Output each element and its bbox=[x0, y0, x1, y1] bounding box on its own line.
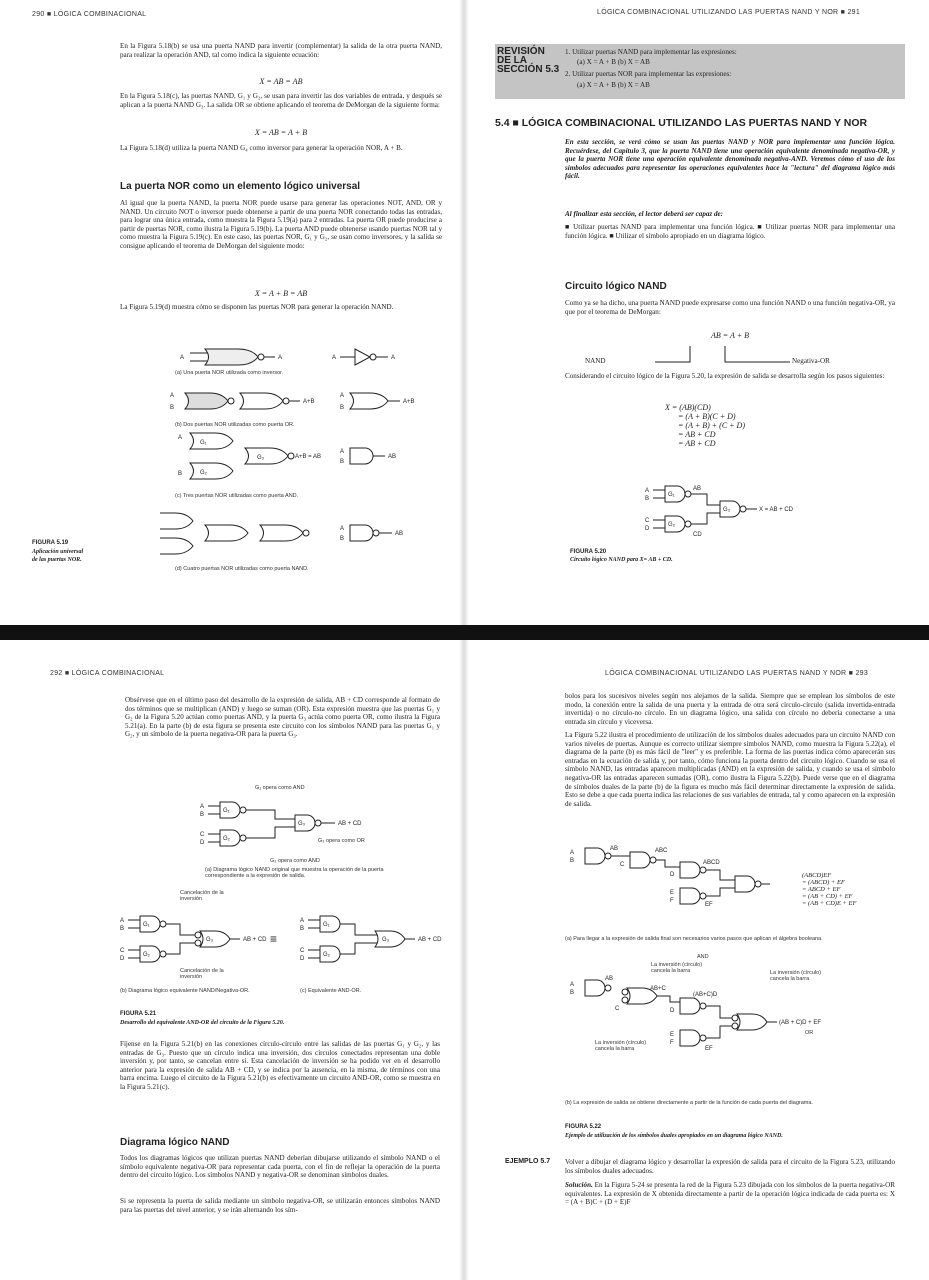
svg-text:A: A bbox=[120, 918, 125, 924]
svg-text:A+B: A+B bbox=[403, 399, 415, 405]
example-label: EJEMPLO 5.7 bbox=[505, 1158, 551, 1165]
svg-text:G₂: G₂ bbox=[223, 836, 230, 842]
svg-text:G₂: G₂ bbox=[143, 952, 150, 958]
inversion-cancel-note: La inversión (círculo) cancela la barra bbox=[770, 970, 822, 982]
gate-function-label: OR bbox=[805, 1030, 814, 1036]
svg-text:D: D bbox=[670, 872, 675, 878]
svg-text:G₁: G₁ bbox=[143, 922, 150, 928]
page-number: 291 bbox=[847, 9, 861, 16]
inversion-cancel-note: La inversión (círculo) cancela la barra bbox=[595, 1040, 647, 1052]
svg-text:X = AB + CD: X = AB + CD bbox=[759, 507, 794, 513]
negative-or-label: Negativa-OR bbox=[792, 357, 830, 365]
svg-text:C: C bbox=[200, 832, 205, 838]
svg-text:E: E bbox=[670, 890, 675, 896]
figure-label: FIGURA 5.20 bbox=[570, 549, 607, 555]
svg-text:AB: AB bbox=[605, 976, 614, 982]
output-expression-steps: (ABCD)EF = (ABCD) + EF = ABCD + EF = (AB + CD) + EF = (AB + CD)E + EF bbox=[802, 872, 857, 907]
body-paragraph: La Figura 5.19(d) muestra cómo se disponen las puertas NOR para generar la operación NAND. bbox=[120, 303, 394, 311]
svg-text:B: B bbox=[170, 405, 175, 411]
page-number: 293 bbox=[855, 670, 869, 677]
svg-text:A: A bbox=[278, 355, 283, 361]
svg-text:B: B bbox=[120, 926, 125, 932]
inversion-cancel-note: Cancelación de la inversión bbox=[180, 890, 224, 902]
derivation-steps: X = (AB)(CD) = (A + B)(C + D) = (A + B) + (C + D) = AB + CD = AB + CD bbox=[665, 403, 745, 448]
gate-annotation: G₁ opera como AND bbox=[255, 785, 305, 791]
svg-text:D: D bbox=[300, 956, 305, 962]
running-title: LÓGICA COMBINACIONAL bbox=[53, 11, 147, 18]
body-paragraph: La Figura 5.22 ilustra el procedimiento de utilización de los símbolos duales adecuados para un circuito NAND con varios niveles de puertas. Aunque es correcto utilizar siempre símbolos NAND, como muestra la Figura 5.22(a), el diagrama de la parte (b) es más fácil de "leer" y es preferible. La forma de las puertas indica cómo aparecerán sus entradas en la ecuación de salida y, por tanto, cómo funciona la puerta dentro del circuito lógico. Cuando se usa el símbolo NAND, las entradas aparecen multiplicadas (AND) en la expresión de salida, y cuando se usa el símbolo negativa-OR las entradas aparecen sumadas (OR), como ilustra la Figura 5.22(b). Puede verse que en el diagrama de símbolos duales de la parte (b) de la figura es mucho más fácil determinar directamente la expresión de salida. Esto se debe a que cada puerta indica las relaciones de sus variables de entrada, tal y como aparecen en la expresión de salida. bbox=[565, 731, 895, 808]
subsection-heading: Circuito lógico NAND bbox=[565, 281, 667, 292]
svg-text:AB: AB bbox=[395, 531, 404, 537]
section-heading: 5.4 ■ LÓGICA COMBINACIONAL UTILIZANDO LAS PUERTAS NAND Y NOR bbox=[495, 117, 868, 129]
svg-text:D: D bbox=[645, 526, 650, 532]
svg-text:A: A bbox=[332, 355, 337, 361]
page-293 bbox=[465, 640, 929, 1280]
svg-text:B: B bbox=[570, 990, 575, 996]
svg-text:≡: ≡ bbox=[270, 932, 278, 946]
body-paragraph: Fíjense en la Figura 5.21(b) en las conexiones círculo-círculo entre las salidas de las puertas G₁ y G₂, y las entradas de G₃. Puesto que un círculo indica una inversión, dos círculos conectados representan una doble inversión y, por tanto, se cancelan entre sí. Esta cancelación de inversión se ha podido ver en el desarrollo anterior para la expresión de salida AB + CD, y se indica por la ausencia, en la misma, de términos con una barra encima. Luego el circuito de la Figura 5.21(b) es efectivamente un circuito AND-OR, como se muestra en la Figura 5.21(c). bbox=[120, 1040, 440, 1091]
svg-text:B: B bbox=[570, 858, 575, 864]
svg-text:AB: AB bbox=[693, 486, 702, 492]
svg-text:EF: EF bbox=[705, 1046, 713, 1052]
figure-subtitle: Ejemplo de utilización de los símbolos duales apropiados en un diagrama lógico NAND. bbox=[565, 1133, 783, 1139]
page-header: LÓGICA COMBINACIONAL UTILIZANDO LAS PUERTAS NAND Y NOR ■ 293 bbox=[605, 670, 869, 677]
demorgan-equation: AB = A + B bbox=[710, 331, 750, 340]
svg-text:B: B bbox=[200, 812, 205, 818]
figure-subtitle: Circuito lógico NAND para X= AB + CD. bbox=[570, 557, 673, 563]
section-heading: La puerta NOR como un elemento lógico universal bbox=[120, 181, 361, 192]
body-paragraph: bolos para los sucesivos niveles según nos alejamos de la salida. Siempre que se emplean los símbolos de este modo, la conexión entre la salida de una puerta y la entrada de otra será círculo-círculo (salida invertida-entrada invertida) o no círculo-no círculo. En un diagrama lógico, una salida con círculo no debería conectarse a una entrada sin círculo y viceversa. bbox=[565, 692, 895, 726]
svg-text:A: A bbox=[645, 488, 650, 494]
svg-text:C: C bbox=[620, 862, 625, 868]
body-paragraph: En la Figura 5.18(c), las puertas NAND, G₁ y G₂, se usan para invertir las dos variables de entrada, y después se aplican a la puerta NAND G₃. La salida OR se obtiene aplicando el teorema de DeMorgan de la siguiente forma: bbox=[120, 92, 442, 109]
page-number: 292 bbox=[50, 670, 63, 677]
svg-text:G₂: G₂ bbox=[668, 522, 675, 528]
svg-text:C: C bbox=[645, 518, 650, 524]
figure-label: FIGURA 5.21 bbox=[120, 1011, 157, 1017]
svg-text:G₁: G₁ bbox=[323, 922, 330, 928]
svg-text:G₂: G₂ bbox=[200, 470, 207, 476]
gate-annotation: G₃ opera como OR bbox=[318, 838, 365, 844]
svg-text:CD: CD bbox=[693, 532, 702, 538]
bottom-spread bbox=[0, 640, 929, 1280]
page-291 bbox=[465, 0, 929, 625]
review-title: REVISIÓN DE LA SECCIÓN 5.3 bbox=[497, 46, 560, 75]
figure-5-22a-diagram bbox=[565, 840, 825, 925]
svg-text:A: A bbox=[200, 804, 205, 810]
svg-text:D: D bbox=[200, 840, 205, 846]
figure-caption: (b) Dos puertas NOR utilizadas como puerta OR. bbox=[175, 422, 295, 428]
svg-text:A: A bbox=[340, 393, 345, 399]
inversion-cancel-note: La inversión (círculo) cancela la barra bbox=[651, 962, 703, 974]
svg-text:G₃: G₃ bbox=[298, 821, 306, 827]
nand-label: NAND bbox=[585, 357, 606, 365]
body-paragraph: Al igual que la puerta NAND, la puerta NOR puede usarse para generar las operaciones NOT, AND, OR y NAND. Un circuito NOT o inversor puede obtenerse a partir de una puerta NOR conectando todas las entradas, para lograr una única entrada, como muestra la Figura 5.19(a) para 2 entradas. La puerta OR puede producirse a partir de puertas NOR, como ilustra la Figura 5.19(b). La puerta AND puede obtenerse usando puertas NOR tal y como muestra la Figura 5.19(c). En este caso, las puertas NOR, G₁ y G₂, se usan como inversores, y la salida se consigue aplicando el teorema de DeMorgan del siguiente modo: bbox=[120, 199, 442, 250]
svg-text:A: A bbox=[178, 435, 183, 441]
figure-caption: (b) Diagrama lógico equivalente NAND/Negativa-OR. bbox=[120, 988, 250, 994]
svg-text:AB + CD: AB + CD bbox=[418, 937, 442, 943]
svg-text:ABC: ABC bbox=[655, 848, 668, 854]
svg-text:B: B bbox=[340, 405, 345, 411]
page-number: 290 bbox=[32, 11, 45, 18]
inversion-cancel-note: Cancelación de la inversión bbox=[180, 968, 224, 980]
svg-text:G₃: G₃ bbox=[206, 937, 214, 943]
body-paragraph: Obsérvese que en el último paso del desarrollo de la expresión de salida, AB + CD corresponde al formato de dos términos que se multiplican (AND) y luego se suman (OR). Esta expresión muestra que las puertas G₁ y G₂ de la Figura 5.20 actúan como puertas AND, y la puerta G₃ actúa como puerta OR, como ilustra la Figura 5.21(a). En la parte (b) de esta figura se presenta este circuito con los símbolos NAND para las puertas G₁ y G₂, y un símbolo de la puerta negativa-OR para la puerta G₃. bbox=[125, 696, 440, 739]
review-question-1: 1. Utilizar puertas NAND para implementar las expresiones: bbox=[565, 48, 737, 56]
review-question-1-items: (a) X = A + B (b) X = AB bbox=[577, 58, 650, 66]
svg-text:A: A bbox=[340, 526, 345, 532]
svg-text:F: F bbox=[670, 898, 674, 904]
goals-title: Al finalizar esta sección, el lector deberá ser capaz de: bbox=[565, 210, 724, 218]
svg-text:G₃: G₃ bbox=[257, 455, 265, 461]
svg-text:E: E bbox=[670, 1032, 675, 1038]
svg-text:AB + CD: AB + CD bbox=[338, 821, 362, 827]
svg-text:AB: AB bbox=[388, 454, 397, 460]
page-292 bbox=[0, 640, 462, 1280]
page-header: 292 ■ LÓGICA COMBINACIONAL bbox=[50, 670, 165, 677]
figure-5-21bc-diagram bbox=[120, 908, 450, 978]
goals-list: ■ Utilizar puertas NAND para implementar una función lógica. ■ Utilizar puertas NOR para implementar una función lógica. ■ Utilizar el símbolo apropiado en un diagrama lógico. bbox=[565, 223, 895, 240]
svg-text:B: B bbox=[340, 536, 345, 542]
running-title: LÓGICA COMBINACIONAL bbox=[71, 670, 165, 677]
svg-text:G₁: G₁ bbox=[200, 440, 207, 446]
svg-text:C: C bbox=[615, 1006, 620, 1012]
body-paragraph: Como ya se ha dicho, una puerta NAND puede expresarse como una función NAND o una función negativa-OR, ya que por el teorema de DeMorgan: bbox=[565, 299, 895, 316]
figure-5-20-diagram bbox=[645, 478, 845, 538]
top-spread bbox=[0, 0, 929, 625]
svg-text:G₁: G₁ bbox=[668, 492, 675, 498]
example-text: Volver a dibujar el diagrama lógico y desarrollar la expresión de salida para el circuito de la Figura 5.23, utilizando los símbolos duales adecuados. bbox=[565, 1158, 895, 1175]
svg-text:EF: EF bbox=[705, 902, 713, 908]
figure-5-21a-diagram bbox=[200, 782, 420, 864]
figure-label: FIGURA 5.22 bbox=[565, 1124, 602, 1130]
page-header: 290 ■ LÓGICA COMBINACIONAL bbox=[32, 11, 147, 18]
figure-caption: (c) Tres puertas NOR utilizadas como puerta AND. bbox=[175, 493, 299, 499]
review-question-2: 2. Utilizar puertas NOR para implementar las expresiones: bbox=[565, 70, 732, 78]
figure-caption: (a) Diagrama lógico NAND original que muestra la operación de la puerta correspondiente a la expresión de salida. bbox=[205, 867, 384, 879]
solution-text: Solución. En la Figura 5-24 se presenta la red de la Figura 5.23 dibujada con los símbolos de la puerta negativa-OR equivalentes. La expresión de X obtenida directamente a partir de la operación lógica indicada de cada puerta es: X = (A + B)C + (D + E)F bbox=[565, 1181, 895, 1207]
section-intro: En esta sección, se verá cómo se usan las puertas NAND y NOR para implementar una función lógica. Recuérdese, del Capítulo 3, que la puerta NAND tiene una operación equivalente denominada negativa-OR, y que la puerta NOR tiene una operación equivalente denominada negativa-AND. Veremos cómo el uso de los símbolos adecuados para representar las operaciones equivalentes hace la "lectura" del diagrama lógico más fácil. bbox=[565, 138, 895, 181]
svg-text:(AB + C)D + EF: (AB + C)D + EF bbox=[779, 1020, 822, 1026]
svg-text:G₃: G₃ bbox=[382, 937, 390, 943]
figure-caption: (c) Equivalente AND-OR. bbox=[300, 988, 362, 994]
svg-text:G₁: G₁ bbox=[223, 808, 230, 814]
svg-text:ABCD: ABCD bbox=[703, 860, 720, 866]
svg-text:G₂: G₂ bbox=[323, 952, 330, 958]
svg-text:B: B bbox=[645, 496, 650, 502]
page-header: LÓGICA COMBINACIONAL UTILIZANDO LAS PUERTAS NAND Y NOR ■ 291 bbox=[597, 9, 861, 16]
equation: X = AB = AB bbox=[259, 77, 303, 86]
figure-caption: (a) Una puerta NOR utilizada como inversor. bbox=[175, 370, 284, 376]
gate-annotation: G₂ opera como AND bbox=[270, 858, 320, 864]
gate-function-label: AND bbox=[697, 954, 709, 960]
svg-text:AB + CD: AB + CD bbox=[243, 937, 267, 943]
svg-text:D: D bbox=[120, 956, 125, 962]
equation: X = AB = A + B bbox=[254, 128, 308, 137]
running-title: LÓGICA COMBINACIONAL UTILIZANDO LAS PUERTAS NAND Y NOR bbox=[597, 9, 839, 16]
figure-caption: (a) Para llegar a la expresión de salida final son necesarios varios pasos que aplican el álgebra booleana. bbox=[565, 936, 823, 942]
svg-text:G₃: G₃ bbox=[723, 507, 731, 513]
figure-subtitle: de las puertas NOR. bbox=[32, 557, 82, 563]
body-paragraph: La Figura 5.18(d) utiliza la puerta NAND G₄ como inversor para generar la operación NOR, A + B. bbox=[120, 144, 403, 152]
svg-text:A: A bbox=[170, 393, 175, 399]
figure-label: FIGURA 5.19 bbox=[32, 540, 69, 546]
svg-text:AB+C: AB+C bbox=[650, 986, 666, 992]
svg-text:A: A bbox=[570, 982, 575, 988]
svg-text:A: A bbox=[391, 355, 396, 361]
body-paragraph: Todos los diagramas lógicos que utilizan puertas NAND deberían dibujarse utilizando el símbolo NAND o el símbolo equivalente negativa-OR para representar cada puerta, con el fin de reflejar la operación de la puerta dentro del circuito lógico. Los símbolos NAND y negativa-OR se denominan símbolos duales. bbox=[120, 1154, 440, 1180]
svg-text:B: B bbox=[340, 459, 345, 465]
figure-caption: (d) Cuatro puertas NOR utilizadas como puerta NAND. bbox=[175, 566, 309, 572]
svg-text:A: A bbox=[180, 355, 185, 361]
svg-text:C: C bbox=[300, 948, 305, 954]
body-paragraph: Considerando el circuito lógico de la Figura 5.20, la expresión de salida se desarrolla según los pasos siguientes: bbox=[565, 372, 885, 380]
page-290 bbox=[0, 0, 462, 625]
svg-text:F: F bbox=[670, 1040, 674, 1046]
svg-text:B: B bbox=[300, 926, 305, 932]
svg-text:(AB+C)D: (AB+C)D bbox=[693, 992, 718, 998]
svg-text:A: A bbox=[340, 449, 345, 455]
figure-subtitle: Desarrollo del equivalente AND-OR del circuito de la Figura 5.20. bbox=[120, 1020, 285, 1026]
figure-subtitle: Aplicación universal bbox=[32, 549, 84, 555]
running-title: LÓGICA COMBINACIONAL UTILIZANDO LAS PUERTAS NAND Y NOR bbox=[605, 670, 847, 677]
review-question-2-items: (a) X = A + B (b) X = AB bbox=[577, 81, 650, 89]
equation: X = A + B = AB bbox=[254, 289, 308, 298]
body-paragraph: En la Figura 5.18(b) se usa una puerta NAND para invertir (complementar) la salida de la otra puerta NAND, para realizar la operación AND, tal como indica la siguiente ecuación: bbox=[120, 42, 442, 59]
svg-text:A+B: A+B bbox=[303, 399, 315, 405]
svg-text:C: C bbox=[120, 948, 125, 954]
subsection-heading: Diagrama lógico NAND bbox=[120, 1137, 230, 1148]
svg-text:A: A bbox=[570, 850, 575, 856]
body-paragraph: Si se representa la puerta de salida mediante un símbolo negativa-OR, se utilizarán entonces símbolos NAND para las puertas del nivel anterior, y se irán alternando los sím- bbox=[120, 1197, 440, 1214]
svg-text:A: A bbox=[300, 918, 305, 924]
figure-caption: (b) La expresión de salida se obtiene directamente a partir de la función de cada puerta del diagrama. bbox=[565, 1100, 813, 1106]
svg-text:A+B = AB: A+B = AB bbox=[295, 454, 322, 460]
svg-text:D: D bbox=[670, 1008, 675, 1014]
svg-text:B: B bbox=[178, 471, 183, 477]
svg-text:AB: AB bbox=[610, 846, 619, 852]
